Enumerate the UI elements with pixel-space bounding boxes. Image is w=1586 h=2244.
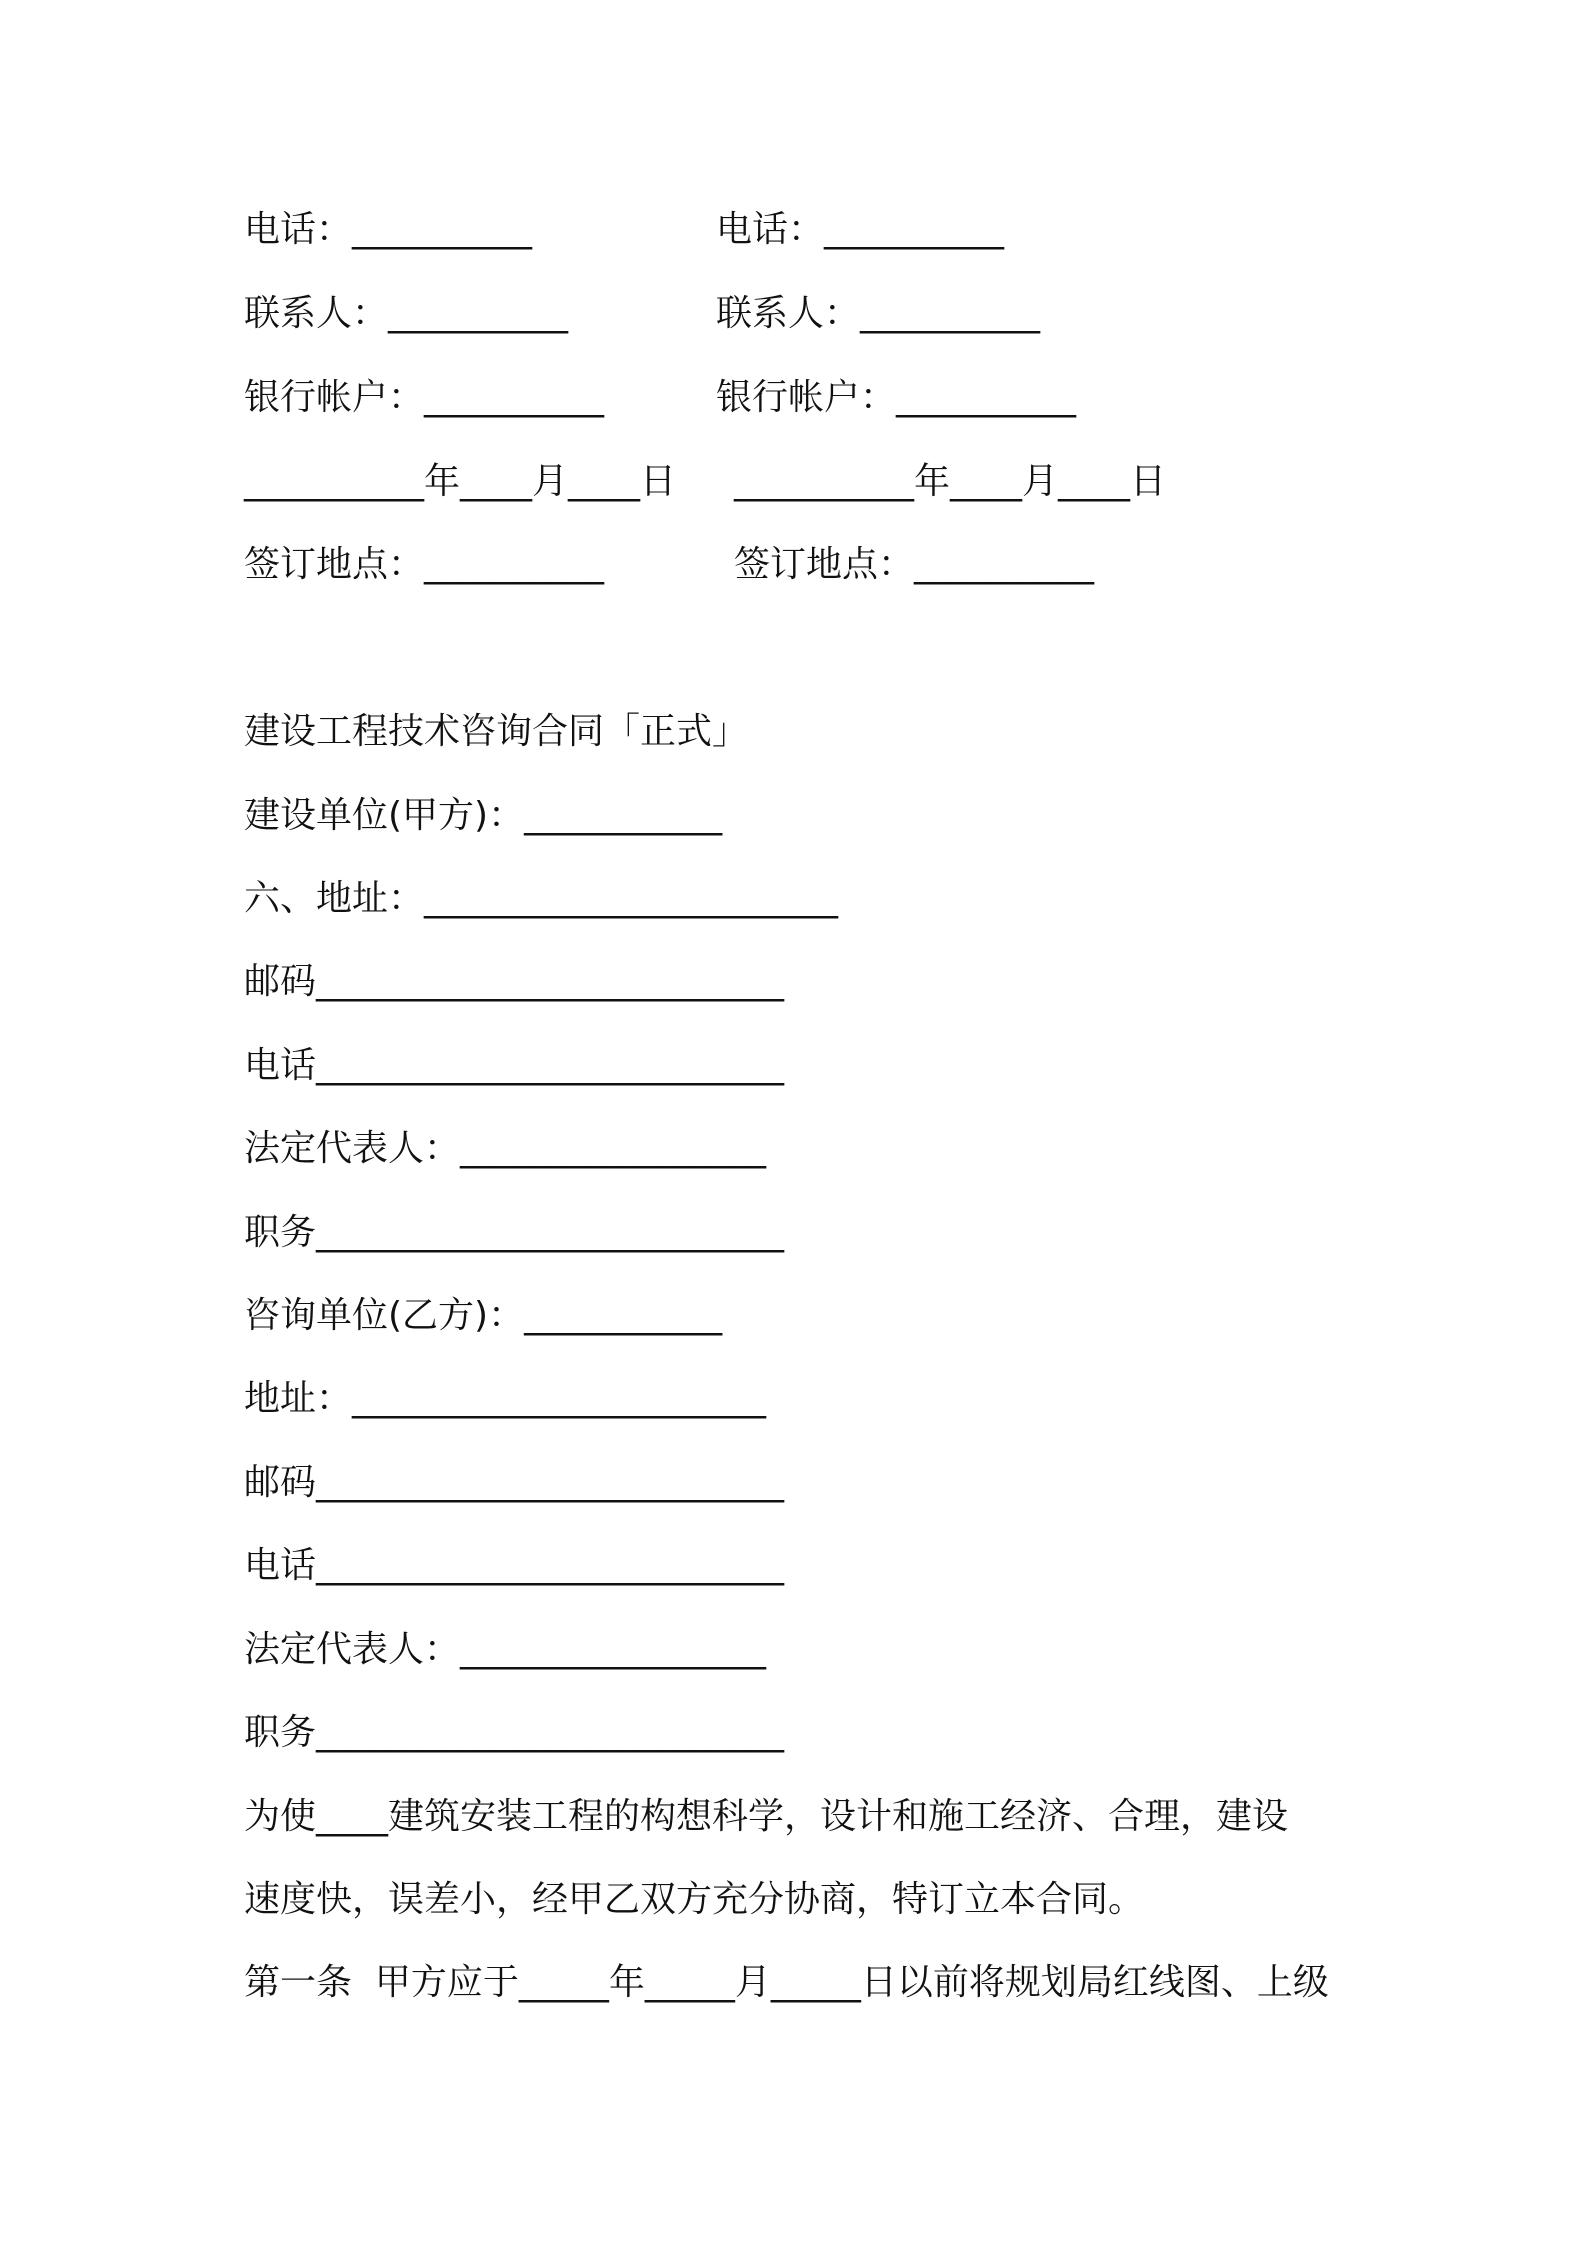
party-a-phone: 电话：__________ [244,209,533,250]
party-a-address: 六、地址：_______________________ [244,878,839,919]
party-b-unit: 咨询单位(乙方)：___________ [244,1295,723,1336]
party-a-telephone: 电话__________________________ [244,1045,784,1086]
party-a-date: __________年____月____日 [244,461,676,502]
party-b-phone: 电话：__________ [716,209,1005,250]
party-b-telephone: 电话__________________________ [244,1545,784,1586]
party-a-bank-account: 银行帐户：__________ [244,377,605,418]
party-a-legal-rep: 法定代表人：_________________ [244,1128,767,1169]
preamble-line-2: 速度快，误差小，经甲乙双方充分协商，特订立本合同。 [244,1879,1145,1920]
party-b-signing-place: 签订地点：__________ [734,544,1095,585]
party-a-contact: 联系人：__________ [244,293,569,334]
party-b-address: 地址：_______________________ [244,1378,767,1419]
party-b-legal-rep: 法定代表人：_________________ [244,1629,767,1670]
article-one-line-1: 第一条 甲方应于_____年_____月_____日以前将规划局红线图、上级 [244,1962,1329,2003]
party-b-postcode: 邮码__________________________ [244,1462,784,1503]
party-a-postcode: 邮码__________________________ [244,961,784,1002]
preamble-line-1: 为使____建筑安装工程的构想科学，设计和施工经济、合理，建设 [244,1796,1289,1837]
party-a-signing-place: 签订地点：__________ [244,544,605,585]
party-b-date: __________年____月____日 [734,461,1166,502]
party-a-unit: 建设单位(甲方)：___________ [244,795,723,836]
party-b-bank-account: 银行帐户：__________ [716,377,1077,418]
contract-title: 建设工程技术咨询合同「正式」 [244,711,749,752]
party-b-contact: 联系人：__________ [716,293,1041,334]
party-a-position: 职务__________________________ [244,1212,784,1253]
party-b-position: 职务__________________________ [244,1712,784,1753]
